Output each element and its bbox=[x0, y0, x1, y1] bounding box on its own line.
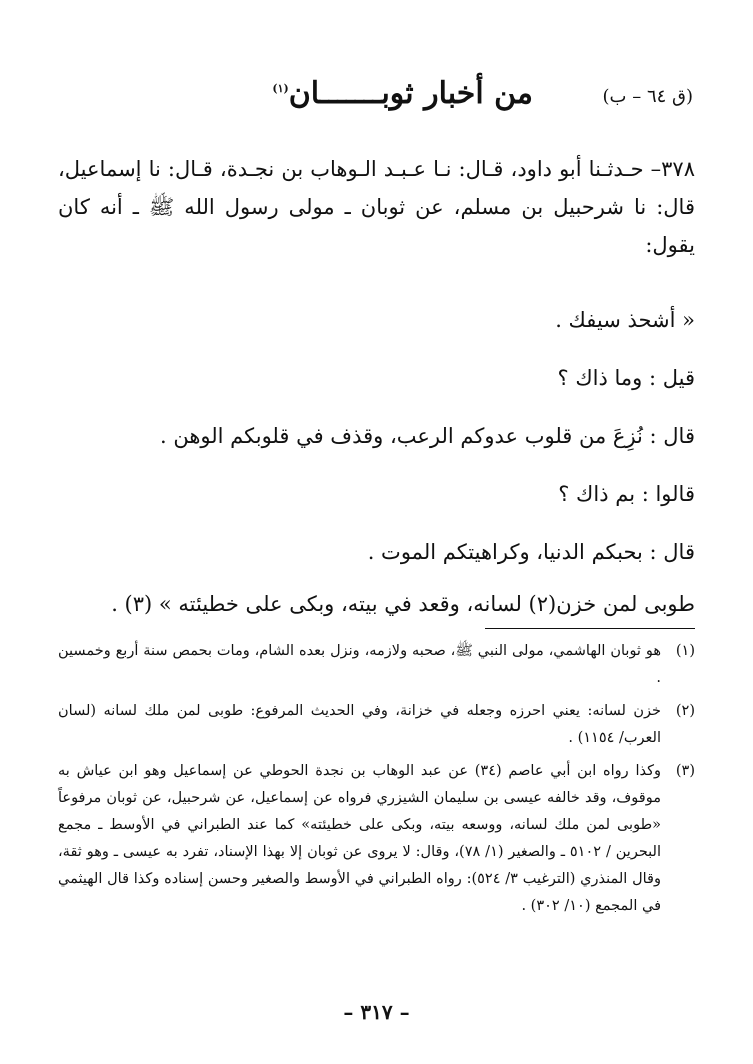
footnote-2 bbox=[58, 698, 695, 752]
hadith-line-1: « أشحذ سيفك . bbox=[555, 308, 695, 332]
hadith-line-6: طوبى لمن خزن(٢) لسانه، وقعد في بيته، وبكى على خطيئته » (٣) . bbox=[111, 592, 695, 616]
hadith-line-2: قيل : وما ذاك ؟ bbox=[557, 366, 695, 390]
hadith-intro bbox=[58, 150, 695, 264]
footnote-separator bbox=[485, 628, 695, 629]
footnote-1 bbox=[58, 638, 695, 692]
hadith-line-4: قالوا : بم ذاك ؟ bbox=[558, 482, 695, 506]
footnotes bbox=[58, 638, 695, 926]
footnote-number: (١) bbox=[675, 643, 695, 659]
footnote-number: (٣) bbox=[675, 763, 695, 779]
footnote-3 bbox=[58, 758, 695, 920]
manuscript-folio: (ق ٦٤ – ب) bbox=[602, 86, 693, 107]
chapter-title-text: من أخبار ثوبـــــــان bbox=[288, 76, 533, 111]
hadith-isnad: ٣٧٨– حـدثـنا أبو داود، قـال: نـا عـبـد الـوهاب بن نجـدة، قـال: نا إسماعيل، قال: نا شرحبيل بن مسلم، عن ثوبان ـ مولى رسول الله ﷺ ـ أنه كان يقول: bbox=[58, 157, 695, 257]
hadith-line-5: قال : بحبكم الدنيا، وكراهيتكم الموت . bbox=[367, 540, 695, 564]
footnote-text: هو ثوبان الهاشمي، مولى النبي ﷺ، صحبه ولازمه، ونزل بعده الشام، ومات بحمص سنة أربع وخمسين . bbox=[58, 643, 661, 686]
footnote-text: خزن لسانه: يعني احرزه وجعله في خزانة، وفي الحديث المرفوع: طوبى لمن ملك لسانه (لسان العرب/ ١١٥٤) . bbox=[58, 703, 661, 746]
title-footnote-ref: (١) bbox=[272, 82, 289, 95]
chapter-title bbox=[272, 76, 533, 111]
footnote-text: وكذا رواه ابن أبي عاصم (٣٤) عن عبد الوهاب بن نجدة الحوطي عن إسماعيل وهو ابن عياش به موقوف، وقد خالفه عيسى بن سليمان الشيزري فرواه عن إسماعيل، عن شرحبيل، عن ثوبان مرفوعاً «طوبى لمن ملك لسانه، ووسعه بيته، وبكى على خطيئته» كما عند الطبراني في الأوسط ـ مجمع البحرين / ٥١٠٢ ـ والصغير (١/ ٧٨)، وقال: لا يروى عن ثوبان إلا بهذا الإسناد، تفرد به عيسى ـ وهو ثقة، وقال المنذري (الترغيب ٣/ ٥٢٤): رواه الطبراني في الأوسط والصغير وحسن إسناده وكذا قال الهيثمي في المجمع (١٠/ ٣٠٢) . bbox=[58, 763, 661, 914]
footnote-number: (٢) bbox=[675, 703, 695, 719]
hadith-line-3: قال : نُزِعَ من قلوب عدوكم الرعب، وقذف في قلوبكم الوهن . bbox=[159, 424, 695, 448]
page-number: – ٣١٧ – bbox=[343, 1000, 410, 1024]
page-header bbox=[60, 72, 693, 122]
